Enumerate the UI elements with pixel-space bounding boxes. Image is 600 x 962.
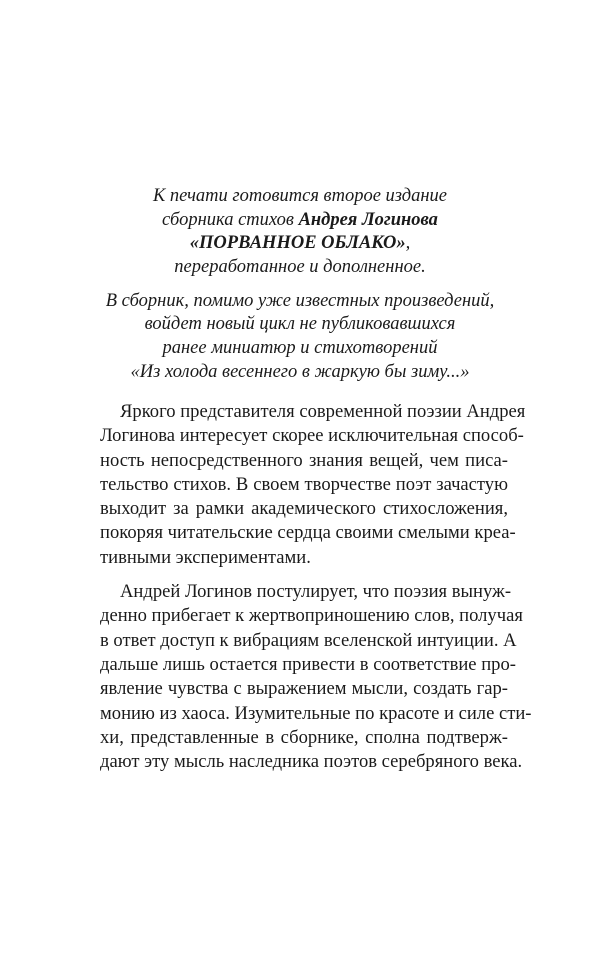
paragraph-2 (100, 580, 532, 774)
text-line: дают эту мысль наследника поэтов серебряного века. (100, 751, 523, 773)
text-line: явление чувства с выражением мысли, создать гар- (100, 678, 508, 700)
announcement-line: переработанное и дополненное. (174, 257, 426, 278)
announcement-line: сборника стихов Андрея Логинова (162, 209, 438, 230)
book-title: «ПОРВАННОЕ ОБЛАКО» (189, 233, 406, 254)
paragraph-1 (100, 400, 526, 570)
text-line: дальше лишь остается привести в соответствие про- (100, 653, 516, 675)
announcement-line: К печати готовится второе издание (152, 186, 448, 206)
text-line: монию из хаоса. Изумительные по красоте и силе сти- (100, 702, 532, 724)
text-line: Яркого представителя современной поэзии Андрея (120, 401, 526, 422)
announcement-line: войдет новый цикл не публиковавшихся (144, 314, 456, 335)
announcement-line: «Из холода весеннего в жаркую бы зиму...» (130, 361, 470, 382)
announcement-line: ранее миниатюр и стихотворений (162, 338, 438, 359)
text-line: покоряя читательские сердца своими смелыми креа- (100, 522, 516, 544)
text-line: тельство стихов. В своем творчестве поэт зачастую (100, 473, 508, 495)
text-line: тивными экспериментами. (100, 546, 311, 568)
author-name: Андрея Логинова (298, 209, 438, 230)
announcement-line: «ПОРВАННОЕ ОБЛАКО», (189, 233, 411, 254)
body-text (100, 400, 532, 774)
text-line: хи, представленные в сборнике, сполна подтверж- (100, 726, 508, 748)
announcement-block (60, 185, 540, 385)
text-line: выходит за рамки академического стихосложения, (100, 498, 508, 520)
text-line: Андрей Логинов постулирует, что поэзия вынуж- (120, 581, 512, 603)
text-line: ность непосредственного знания вещей, чем писа- (100, 449, 508, 471)
text-line: в ответ доступ к вибрациям вселенской интуиции. А (100, 629, 517, 651)
announcement-line: В сборник, помимо уже известных произведений, (105, 290, 495, 311)
text-line: денно прибегает к жертвоприношению слов, получая (100, 605, 523, 627)
text-line: Логинова интересует скорее исключительная способ- (100, 425, 524, 447)
